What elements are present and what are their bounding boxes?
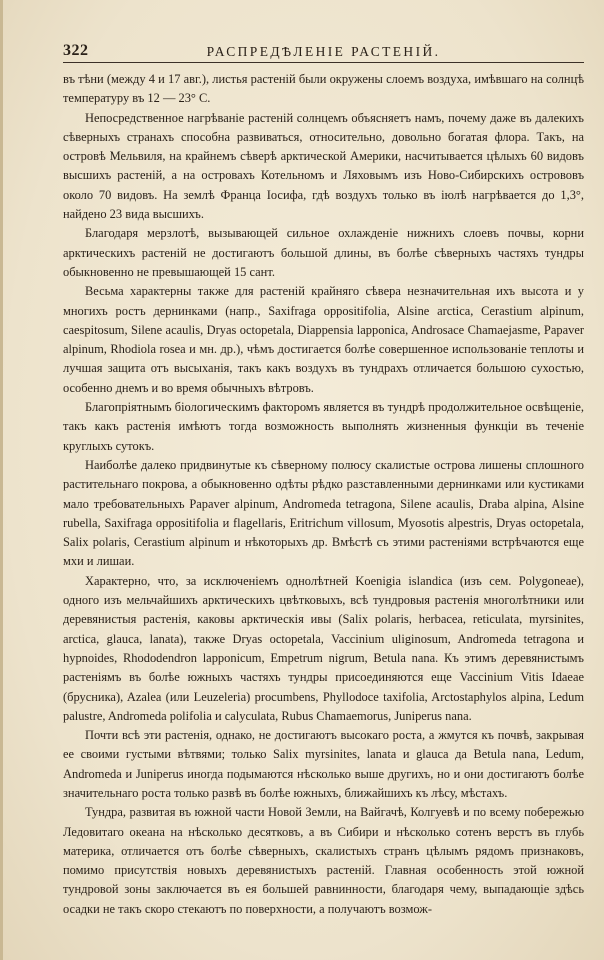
page-number: 322	[63, 42, 89, 59]
paragraph-rocky-islands: Наиболѣе далеко придвинутые къ сѣверному полюсу скалистые острова лишены сплошного растительнаго покрова, а обыкновенно одѣты рѣдко разставленными дернинками или кустиками мало требовательныхъ Papaver alpinum, Andromeda tetragona, Silene acaulis, Draba alpina, Alsine rubella, Saxifraga oppositifolia и flagellaris, Eritrichum villosum, Myosotis alpestris, Dryas octopetala, Salix polaris, Cerastium alpinum и нѣкоторыхъ др. Вмѣстѣ съ этими растеніями встрѣчаются еще мхи и лишаи.	[63, 457, 584, 569]
paragraph-perennials: Характерно, что, за исключеніемъ однолѣтней Koenigia islandica (изъ сем. Polygoneae), одного изъ мельчайшихъ арктическихъ цвѣтковыхъ, всѣ тундровыя растенія многолѣтники или деревянистыя растенія, каковы арктическія ивы (Salix polaris, herbacea, reticulata, myrsinites, arctica, glauca, lanata), также Dryas octopetala, Vaccinium uliginosum, Andromeda tetragona и hypnoides, Rhododendron lapponicum, Empetrum nigrum, Betula nana. Къ этимъ деревянистымъ растеніямъ въ болѣе южныхъ частяхъ тундры присоединяются еще Vaccinium Vitis Idaeae (брусника), Azalea (или Leuzeleria) procumbens, Phyllodoce taxifolia, Arctostaphylos alpina, Ledum palustre, Andromeda polifolia и calyculata, Rubus Chamaemorus, Juniperus nana.	[63, 573, 584, 723]
paragraph-growth-form: Почти всѣ эти растенія, однако, не достигаютъ высокаго роста, а жмутся къ почвѣ, закрывая ее своими густыми вѣтвями; только Salix myrsinites, lanata и glauca да Betula nana, Ledum, Andromeda и Juniperus иногда подымаются нѣсколько выше другихъ, но и они достигаютъ болѣе значительнаго роста только развѣ въ болѣе южныхъ, ближайшихъ къ лѣсу, мѣстахъ.	[63, 728, 584, 800]
paragraph-solar-heating: Непосредственное нагрѣваніе растеній солнцемъ объясняетъ намъ, почему даже въ далекихъ сѣверныхъ странахъ способна развиваться, относительно, довольно богатая флора. Такъ, на островѣ Мельвиля, на крайнемъ сѣверѣ арктической Америки, насчитывается цѣлыхъ 60 видовъ высшихъ растеній, а на островахъ Котельномъ и Ляховымъ изъ Ново-Сибирскихъ острововъ около 70 видовъ. На землѣ Франца Іосифа, гдѣ воздухъ только въ іюлѣ нагрѣвается до 1,3°, найдено 23 вида высшихъ.	[63, 110, 584, 222]
paragraph-continuation: въ тѣни (между 4 и 17 авг.), листья растеній были окружены слоемъ воздуха, имѣвшаго на солнцѣ температуру въ 12 — 23° С.	[63, 72, 584, 106]
page-header	[63, 42, 584, 63]
paragraph-lighting: Благопріятнымъ біологическимъ факторомъ является въ тундрѣ продолжительное освѣщеніе, такъ какъ растенія имѣютъ тогда возможность выполнять жизненныя функціи въ теченіе круглыхъ сутокъ.	[63, 400, 584, 453]
running-title: РАСПРЕДѢЛЕНІЕ РАСТЕНІЙ.	[206, 44, 441, 59]
paragraph-permafrost: Благодаря мерзлотѣ, вызывающей сильное охлажденіе нижнихъ слоевъ почвы, корни арктическихъ растеній не достигаютъ большой длины, въ болѣе сѣверныхъ частяхъ тундры обыкновенно не превышающей 15 сант.	[63, 226, 584, 279]
body-text	[63, 70, 584, 919]
paragraph-southern-tundra: Тундра, развитая въ южной части Новой Земли, на Вайгачѣ, Колгуевѣ и по всему побережью Ледовитаго океана на нѣсколько десятковъ, а въ Сибири и нѣсколько сотенъ верстъ въ глубь материка, отличается отъ болѣе сѣверныхъ, скалистыхъ странъ цѣлымъ рядомъ признаковъ, помимо присутствія новыхъ деревянистыхъ растеній. Главная особенность этой южной тундровой зоны заключается въ ея большей равнинности, благодаря чему, выпадающіе здѣсь осадки не такъ скоро стекаютъ по поверхности, а получаютъ возмож-	[63, 805, 584, 916]
paragraph-plant-height: Весьма характерны также для растеній крайняго сѣвера незначительная ихъ высота и у многихъ ростъ дернинками (напр., Saxifraga oppositifolia, Alsine arctica, Cerastium alpinum, caespitosum, Silene acaulis, Dryas octopetala, Diappensia lapponica, Androsace Chamaejasme, Papaver alpinum, Rhodiola rosea и мн. др.), чѣмъ достигается болѣе совершенное использованіе теплоты и лучшая защита отъ высыханія, такъ какъ воздухъ въ тундрахъ отличается большою сухостью, особенно днемъ и во время обычныхъ вѣтровъ.	[63, 284, 584, 395]
